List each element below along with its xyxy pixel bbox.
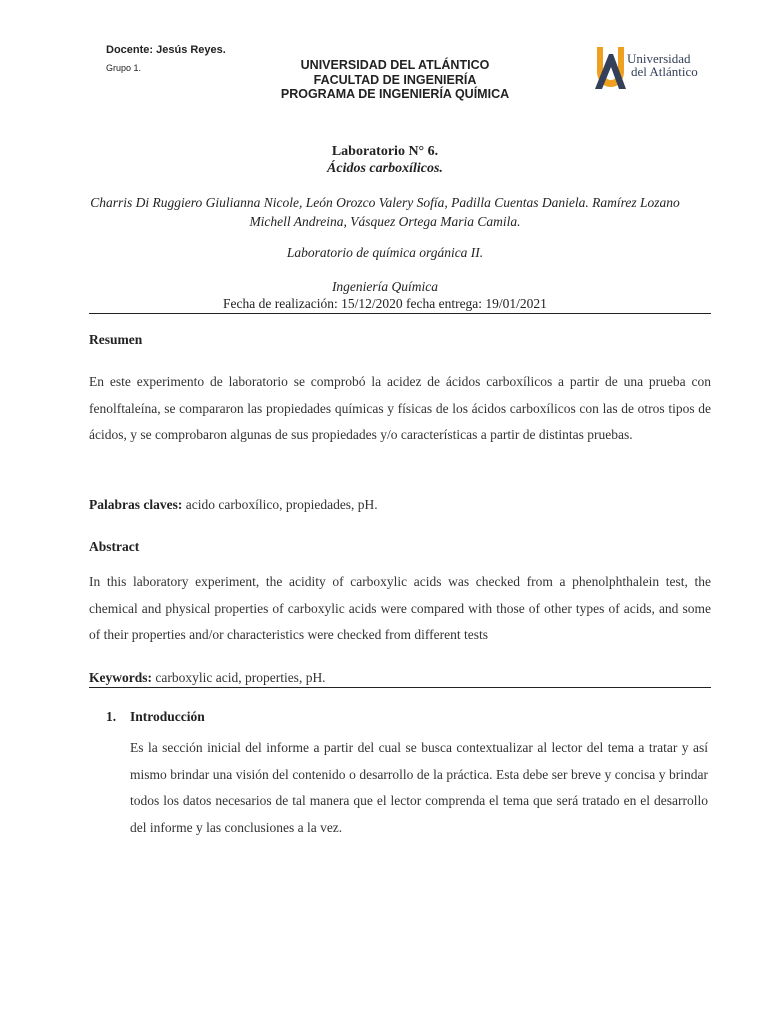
intro-number: 1. <box>106 709 117 724</box>
keywords <box>89 670 326 686</box>
logo-line2: del Atlántico <box>631 64 698 79</box>
abstract-heading: Abstract <box>89 539 140 554</box>
intro-heading: Introducción <box>130 709 205 724</box>
program-dates-block <box>80 278 690 312</box>
resumen-heading: Resumen <box>89 332 143 347</box>
course-name: Laboratorio de química orgánica II. <box>286 245 484 260</box>
logo-mark-icon <box>592 44 626 90</box>
docente-label: Docente: Jesús Reyes. <box>106 44 226 56</box>
authors: Charris Di Ruggiero Giulianna Nicole, León Orozco Valery Sofía, Padilla Cuentas Daniela. Ramírez Lozano Michell Andreina, Vásquez Ortega Maria Camila. <box>90 195 680 229</box>
keywords-value: carboxylic acid, properties, pH. <box>152 670 326 685</box>
lab-title-block <box>80 143 690 177</box>
grupo-label: Grupo 1. <box>106 63 142 73</box>
lab-number: Laboratorio N° 6. <box>331 144 439 159</box>
palabras-label: Palabras claves: <box>89 497 183 512</box>
faculty-name: FACULTAD DE INGENIERÍA <box>313 72 477 87</box>
divider-bottom <box>89 687 711 688</box>
resumen-text: En este experimento de laboratorio se comprobó la acidez de ácidos carboxílicos a partir de una prueba con fenolftaleína, se compararon las propiedades químicas y físicas de los ácidos carboxílicos con las de otros tipos de ácidos, y se comprobaron algunas de sus propiedades y/o características a partir de distintas pruebas. <box>89 374 711 442</box>
university-name: UNIVERSIDAD DEL ATLÁNTICO <box>300 58 490 72</box>
logo-line1: Universidad <box>627 51 691 66</box>
lab-subtitle: Ácidos carboxílicos. <box>327 161 443 176</box>
abstract-text: In this laboratory experiment, the acidity of carboxylic acids was checked from a phenolphthalein test, the chemical and physical properties of carboxylic acids were compared with those of other types of acids, and some of their properties and/or characteristics were checked from different tests <box>89 574 711 642</box>
intro-text: Es la sección inicial del informe a partir del cual se busca contextualizar al lector del tema a tratar y así mismo brindar una visión del contenido o desarrollo de la práctica. Esta debe ser breve y concisa y brindar todos los datos necesarios de tal manera que el lector comprenda el tema que será tratado en el desarrollo del informe y las conclusiones a la vez. <box>130 740 708 835</box>
university-logo <box>592 44 712 90</box>
dates-line: Fecha de realización: 15/12/2020 fecha entrega: 19/01/2021 <box>223 296 547 311</box>
divider-top <box>89 313 711 314</box>
palabras-claves <box>89 497 378 513</box>
keywords-label: Keywords: <box>89 670 152 685</box>
palabras-value: acido carboxílico, propiedades, pH. <box>182 497 378 512</box>
logo-wordmark <box>627 52 698 78</box>
program-label: Ingeniería Química <box>331 279 439 294</box>
program-name: PROGRAMA DE INGENIERÍA QUÍMICA <box>280 87 510 101</box>
institution-header <box>250 58 540 102</box>
